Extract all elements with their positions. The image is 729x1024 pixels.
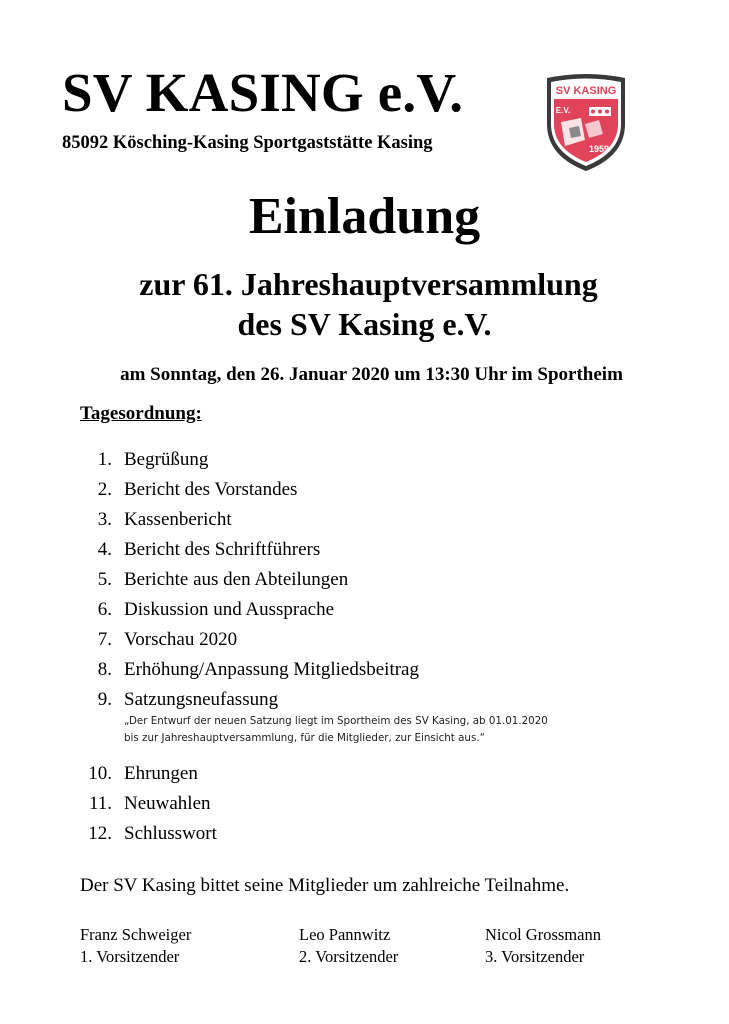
signatory-name: Nicol Grossmann — [485, 925, 601, 944]
club-crest-logo — [541, 72, 631, 174]
subtitle-line-2: des SV Kasing e.V. — [237, 306, 492, 342]
agenda-item-label: Neuwahlen — [124, 793, 211, 814]
signatory-name: Leo Pannwitz — [299, 925, 391, 944]
club-name: SV KASING e.V. — [62, 62, 464, 123]
agenda-item-number: 10. — [88, 763, 112, 784]
signatory-role: 1. Vorsitzender — [80, 947, 180, 966]
page-title: Einladung — [248, 188, 481, 245]
agenda-item-number: 8. — [97, 659, 112, 680]
agenda-item-number: 7. — [97, 629, 112, 650]
agenda-item-number: 12. — [88, 823, 112, 844]
agenda-item-label: Bericht des Schriftführers — [124, 539, 321, 560]
statute-note-line-2: bis zur Jahreshauptversammlung, für die Mitglieder, zur Einsicht aus.“ — [124, 732, 485, 744]
agenda-item-label: Bericht des Vorstandes — [124, 479, 298, 500]
agenda-item-label: Erhöhung/Anpassung Mitgliedsbeitrag — [124, 659, 419, 680]
agenda-item-number: 5. — [97, 569, 112, 590]
agenda-item-number: 2. — [97, 479, 112, 500]
signatory-role: 3. Vorsitzender — [485, 947, 585, 966]
agenda-item-label: Begrüßung — [124, 449, 209, 470]
crest-top-text: SV KASING — [555, 85, 617, 97]
agenda-heading: Tagesordnung: — [80, 403, 202, 424]
agenda-item-number: 11. — [88, 793, 112, 814]
signature-block — [80, 924, 191, 968]
agenda-item-label: Berichte aus den Abteilungen — [124, 569, 349, 590]
agenda-item-number: 1. — [97, 449, 112, 470]
agenda-item-label: Ehrungen — [124, 763, 198, 784]
crest-year: 1959 — [588, 144, 610, 154]
club-address: 85092 Kösching-Kasing Sportgaststätte Kasing — [62, 133, 433, 153]
closing-statement: Der SV Kasing bittet seine Mitglieder um zahlreiche Teilnahme. — [80, 875, 570, 896]
subtitle-line-1: zur 61. Jahreshauptversammlung — [139, 266, 598, 302]
agenda-item-label: Vorschau 2020 — [124, 629, 238, 650]
event-date-line: am Sonntag, den 26. Januar 2020 um 13:30 Uhr im Sportheim — [120, 364, 623, 385]
agenda-item-number: 6. — [97, 599, 112, 620]
statute-note-line-1: „Der Entwurf der neuen Satzung liegt im Sportheim des SV Kasing, ab 01.01.2020 — [124, 715, 548, 727]
agenda-item-label: Diskussion und Aussprache — [124, 599, 335, 620]
agenda-item-label: Schlusswort — [124, 823, 217, 844]
agenda-item-number: 4. — [97, 539, 112, 560]
agenda-item-number: 9. — [97, 689, 112, 710]
signature-block — [299, 924, 398, 968]
signature-block — [485, 924, 601, 968]
agenda-item-label: Satzungsneufassung — [124, 689, 279, 710]
signatory-name: Franz Schweiger — [80, 925, 192, 944]
agenda-item-number: 3. — [97, 509, 112, 530]
agenda-item-label: Kassenbericht — [124, 509, 232, 530]
signatory-role: 2. Vorsitzender — [299, 947, 399, 966]
crest-ev-text: E.V. — [555, 106, 571, 115]
